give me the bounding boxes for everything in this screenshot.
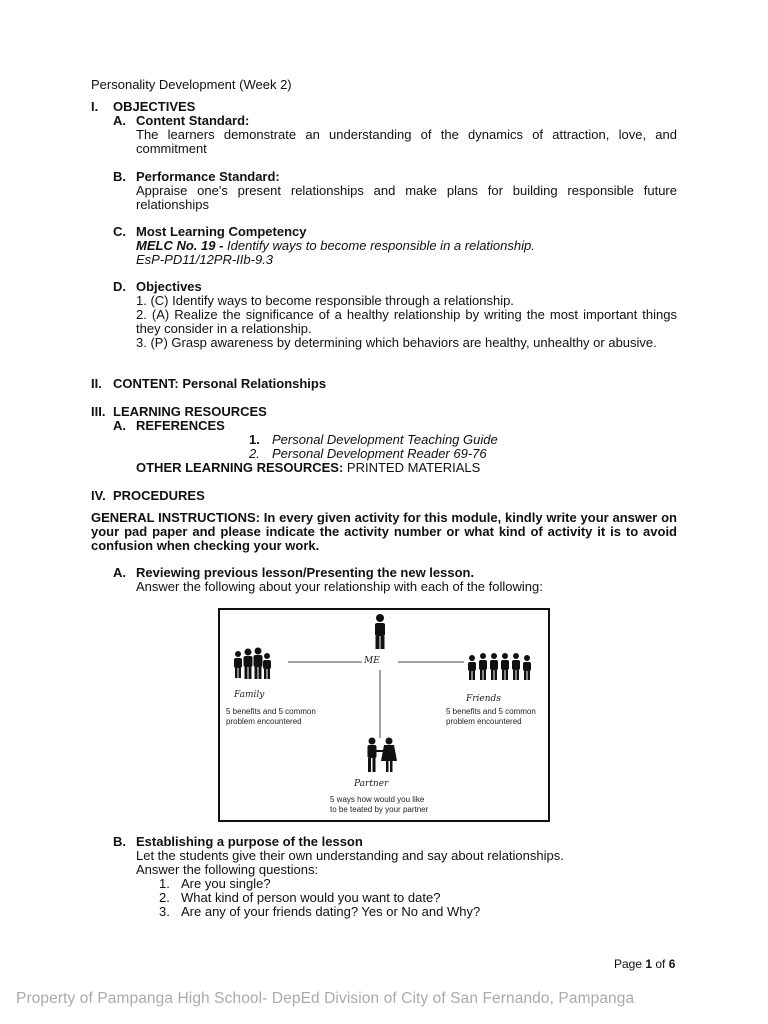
item-c-label: C.: [113, 224, 126, 239]
section-1-title: OBJECTIVES: [113, 99, 196, 114]
section-2-title: CONTENT: Personal Relationships: [113, 376, 327, 391]
person-icon: [375, 614, 385, 649]
page-total: 6: [668, 957, 676, 971]
other-resources-value: PRINTED MATERIALS: [343, 460, 481, 475]
item-b-label: B.: [113, 169, 126, 184]
references-title: REFERENCES: [136, 418, 225, 433]
reference-item: Personal Development Reader 69-76: [272, 446, 487, 461]
question-item: Are any of your friends dating? Yes or No and Why?: [181, 904, 481, 919]
question-number: 2.: [159, 890, 170, 905]
step-b-text: Answer the following questions:: [136, 862, 319, 877]
section-4-title: PROCEDURES: [113, 488, 205, 503]
question-number: 1.: [159, 876, 170, 891]
relationship-diagram: [218, 608, 550, 822]
reference-item: Personal Development Teaching Guide: [272, 432, 498, 447]
section-3-title: LEARNING RESOURCES: [113, 404, 267, 419]
melc-label: MELC No. 19 -: [136, 238, 224, 253]
section-3-number: III.: [91, 404, 106, 419]
section-1-number: I.: [91, 99, 99, 114]
question-item: Are you single?: [181, 876, 271, 891]
friends-text-line: problem encountered: [446, 717, 522, 726]
reference-number: 1.: [249, 432, 260, 447]
item-d-label: D.: [113, 279, 126, 294]
partner-label: Partner: [354, 779, 389, 789]
other-resources-label: OTHER LEARNING RESOURCES:: [136, 460, 344, 475]
page-number: [614, 957, 675, 971]
family-label: Family: [234, 690, 265, 700]
question-item: What kind of person would you want to date?: [181, 890, 441, 905]
objective-item: 1. (C) Identify ways to become responsible through a relationship.: [136, 293, 514, 308]
family-text-line: problem encountered: [226, 717, 302, 726]
friends-text-line: 5 benefits and 5 common: [446, 707, 536, 716]
objective-item: 2. (A) Realize the significance of a healthy relationship by writing the most important things they consider in a relationship.: [136, 307, 677, 336]
page-prefix: Page: [614, 957, 646, 971]
content-standard-title: Content Standard:: [136, 113, 250, 128]
step-b-label: B.: [113, 834, 126, 849]
performance-standard-title: Performance Standard:: [136, 169, 280, 184]
question-number: 3.: [159, 904, 170, 919]
partner-text-line: 5 ways how would you like: [330, 795, 425, 804]
family-text-line: 5 benefits and 5 common: [226, 707, 316, 716]
reference-number: 2.: [249, 446, 260, 461]
content-standard-text: The learners demonstrate an understanding of the dynamics of attraction, love, and commitment: [136, 127, 677, 156]
performance-standard-text: Appraise one's present relationships and make plans for building responsible future relationships: [136, 183, 677, 212]
step-b-text: Let the students give their own understanding and say about relationships.: [136, 848, 564, 863]
references-label: A.: [113, 418, 126, 433]
item-a-label: A.: [113, 113, 126, 128]
page-of: of: [652, 957, 669, 971]
melc-line: [136, 239, 677, 253]
melc-text: Identify ways to become responsible in a relationship.: [223, 238, 535, 253]
section-4-number: IV.: [91, 488, 106, 503]
document-title: Personality Development (Week 2): [91, 77, 292, 92]
competency-title: Most Learning Competency: [136, 224, 307, 239]
couple-icon: [368, 738, 398, 773]
friends-label: Friends: [466, 694, 501, 704]
other-resources: [136, 461, 480, 475]
step-a-title: Reviewing previous lesson/Presenting the new lesson.: [136, 565, 475, 580]
objective-item: 3. (P) Grasp awareness by determining which behaviors are healthy, unhealthy or abusive.: [136, 335, 657, 350]
competency-code: EsP-PD11/12PR-IIb-9.3: [136, 252, 274, 267]
section-2-number: II.: [91, 376, 102, 391]
me-label: ME: [364, 656, 380, 666]
page-current: 1: [645, 957, 653, 971]
family-icon: [234, 648, 271, 680]
partner-text-line: to be teated by your partner: [330, 805, 429, 814]
step-a-label: A.: [113, 565, 126, 580]
objectives-title: Objectives: [136, 279, 202, 294]
footer-property: Property of Pampanga High School- DepEd Division of City of San Fernando, Pampanga: [16, 990, 635, 1007]
friends-icon: [468, 653, 531, 680]
general-instructions: GENERAL INSTRUCTIONS: In every given activity for this module, kindly write your answer on your pad paper and please indicate the activity number or what kind of activity it is to avoid confusion when checking your work.: [91, 510, 677, 553]
step-a-text: Answer the following about your relationship with each of the following:: [136, 579, 543, 594]
step-b-title: Establishing a purpose of the lesson: [136, 834, 363, 849]
